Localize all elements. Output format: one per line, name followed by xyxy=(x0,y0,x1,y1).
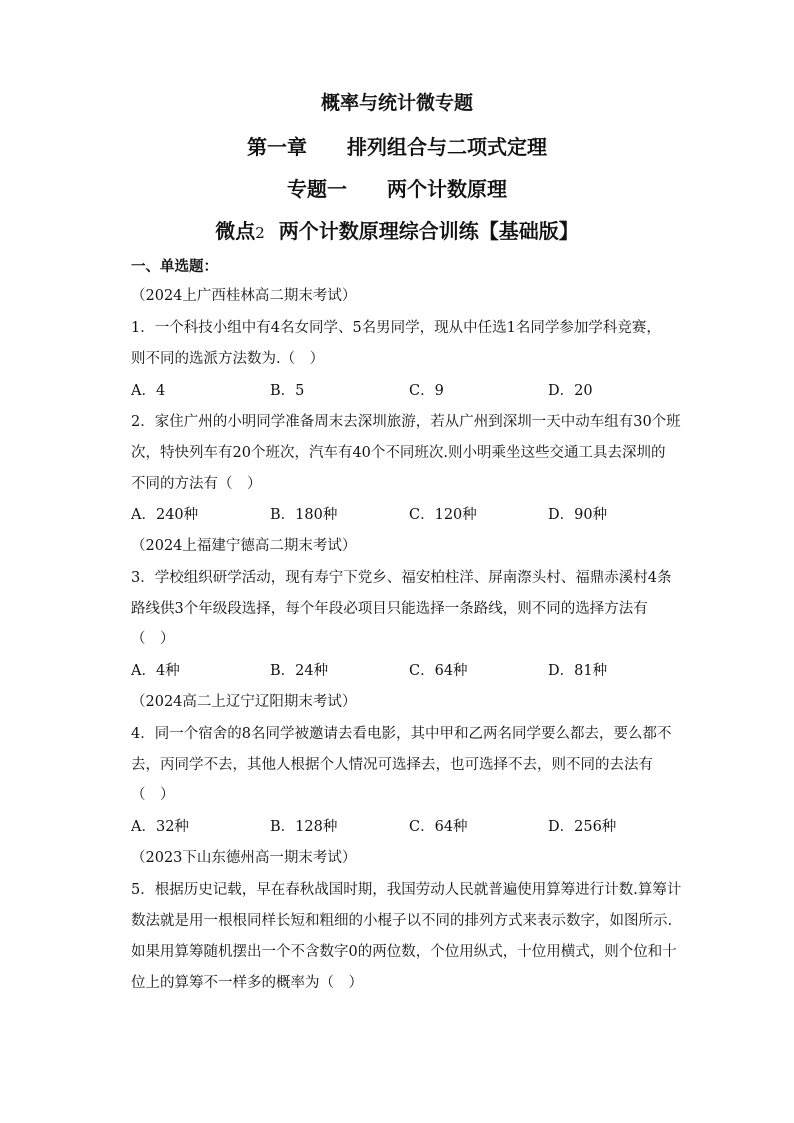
question-4-line-2: 去，丙同学不去，其他人根据个人情况可选择去，也可选择不去，则不同的去法有 xyxy=(131,757,653,773)
option-a: A．240种 xyxy=(131,507,199,523)
question-2-line-1: 2．家住广州的小明同学准备周末去深圳旅游，若从广州到深圳一天中动车组有30个班 xyxy=(131,414,681,430)
question-4-line-3: （ ） xyxy=(131,787,175,803)
question-3-line-3: （ ） xyxy=(131,631,175,647)
option-b: B．180种 xyxy=(270,507,338,523)
point-title: 两个计数原理综合训练【基础版】 xyxy=(278,219,579,243)
option-d: D．256种 xyxy=(548,819,617,835)
question-source: （2024上福建宁德高二期末考试） xyxy=(131,538,357,554)
point-number: 2 xyxy=(255,224,265,242)
question-1-line-1: 1．一个科技小组中有4名女同学、5名男同学，现从中任选1名同学参加学科竞赛， xyxy=(131,320,661,336)
question-5-line-4: 位上的算筹不一样多的概率为（ ） xyxy=(131,975,363,991)
option-b: B．128种 xyxy=(270,819,338,835)
option-b: B．24种 xyxy=(270,663,329,679)
question-2-line-3: 不同的方法有（ ） xyxy=(131,476,262,492)
option-d: D．90种 xyxy=(548,507,608,523)
option-c: C．64种 xyxy=(409,663,468,679)
option-b: B．5 xyxy=(270,383,305,399)
question-4-line-1: 4．同一个宿舍的8名同学被邀请去看电影，其中甲和乙两名同学要么都去，要么都不 xyxy=(131,726,672,742)
chapter-heading: 第一章 排列组合与二项式定理 xyxy=(247,135,547,159)
question-3-line-2: 路线供3个年级段选择，每个年段必项目只能选择一条路线，则不同的选择方法有 xyxy=(131,601,648,617)
question-1-line-2: 则不同的选派方法数为.（ ） xyxy=(131,351,325,367)
question-5-line-1: 5．根据历史记载，早在春秋战国时期，我国劳动人民就普遍使用算筹进行计数.算筹计 xyxy=(131,882,682,898)
document-title: 概率与统计微专题 xyxy=(320,92,473,114)
point-heading xyxy=(0,215,794,244)
option-a: A．4种 xyxy=(131,663,180,679)
option-d: D．20 xyxy=(548,383,593,399)
option-c: C．9 xyxy=(409,383,444,399)
question-5-line-3: 如果用算筹随机摆出一个不含数字0的两位数，个位用纵式，十位用横式，则个位和十 xyxy=(131,944,677,960)
option-a: A．4 xyxy=(131,383,166,399)
question-source: （2024上广西桂林高二期末考试） xyxy=(131,288,357,304)
point-prefix: 微点 xyxy=(215,219,256,243)
option-c: C．64种 xyxy=(409,819,468,835)
section-heading: 一、单选题： xyxy=(131,258,218,275)
topic-heading: 专题一 两个计数原理 xyxy=(287,177,507,201)
question-source: （2023下山东德州高一期末考试） xyxy=(131,850,357,866)
question-source: （2024高二上辽宁辽阳期末考试） xyxy=(131,694,357,710)
question-3-line-1: 3．学校组织研学活动，现有寿宁下党乡、福安柏柱洋、屏南漈头村、福鼎赤溪村4条 xyxy=(131,570,672,586)
option-a: A．32种 xyxy=(131,819,189,835)
option-d: D．81种 xyxy=(548,663,608,679)
option-c: C．120种 xyxy=(409,507,477,523)
question-5-line-2: 数法就是用一根根同样长短和粗细的小棍子以不同的排列方式来表示数字，如图所示. xyxy=(131,913,673,929)
question-2-line-2: 次，特快列车有20个班次，汽车有40个不同班次.则小明乘坐这些交通工具去深圳的 xyxy=(131,445,666,461)
